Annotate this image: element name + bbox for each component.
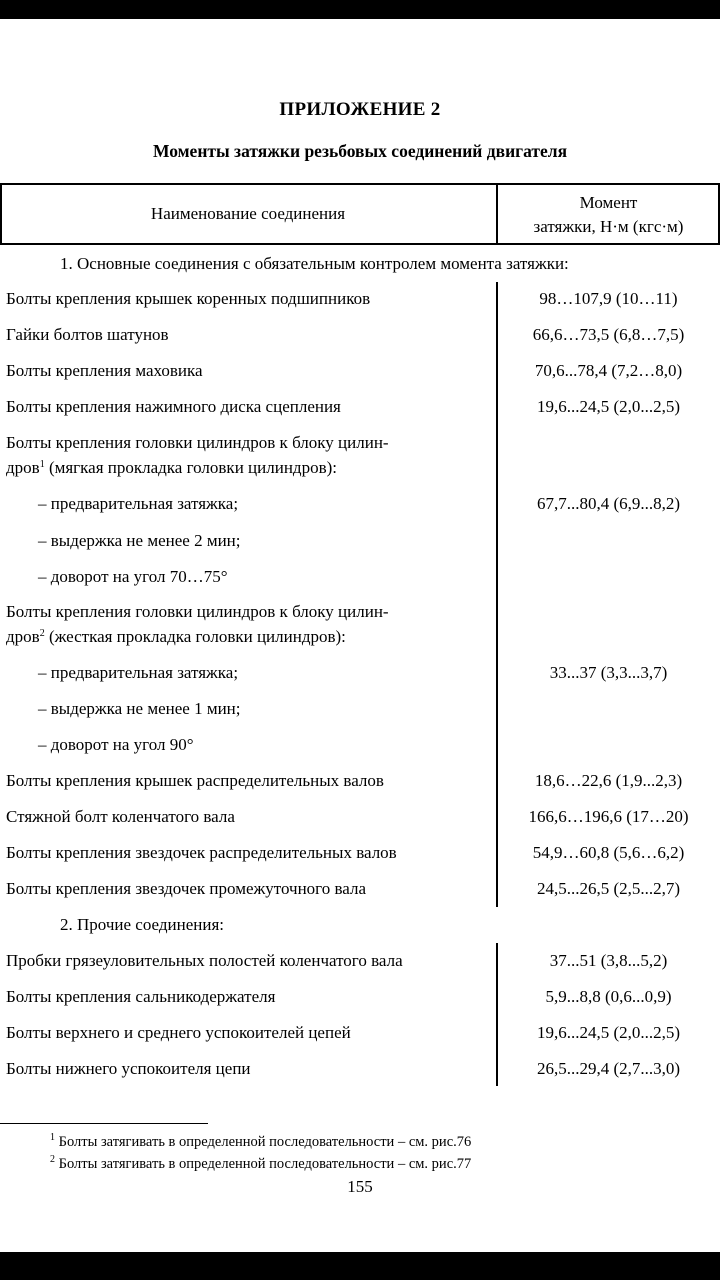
- status-bar: [0, 0, 720, 19]
- step-item: – предварительная затяжка;: [38, 494, 239, 513]
- table-row-name: Стяжной болт коленчатого вала: [6, 807, 235, 826]
- navigation-bar: [0, 1252, 720, 1280]
- table-row-value: 66,6…73,5 (6,8…7,5): [532, 325, 685, 344]
- step-item: – предварительная затяжка;: [38, 663, 239, 682]
- table-row-value: 67,7...80,4 (6,9...8,2): [536, 494, 681, 513]
- table-row-name: Болты крепления крышек распределительных валов: [6, 771, 384, 790]
- step-item: – доворот на угол 90°: [38, 735, 194, 754]
- table-row-name: Болты крепления крышек коренных подшипников: [6, 289, 371, 308]
- table-row-value: 70,6...78,4 (7,2…8,0): [534, 361, 683, 380]
- footnote-mark: 2: [39, 628, 45, 639]
- table-top-border: [0, 183, 720, 185]
- table-row-name: Болты крепления звездочек промежуточного вала: [6, 879, 366, 898]
- table-row-name: Болты верхнего и среднего успокоителей цепей: [6, 1023, 351, 1042]
- table-row-value: 166,6…196,6 (17…20): [528, 807, 689, 826]
- table-row-value: 54,9…60,8 (5,6…6,2): [532, 843, 685, 862]
- page-number: 155: [347, 1177, 373, 1196]
- table-row-value: 26,5...29,4 (2,7...3,0): [536, 1059, 681, 1078]
- cylinder-head-hard-gasket-line1: Болты крепления головки цилиндров к блоку цилин-: [6, 602, 389, 621]
- table-row-value: 5,9...8,8 (0,6...0,9): [545, 987, 672, 1006]
- table-row-value: 24,5...26,5 (2,5...2,7): [536, 879, 681, 898]
- table-row-value: 18,6…22,6 (1,9...2,3): [534, 771, 683, 790]
- cylinder-head-soft-gasket-line2: дров$^1$ (мягкая прокладка головки цилиндров):: [6, 458, 337, 477]
- table-title: Моменты затяжки резьбовых соединений двигателя: [152, 141, 568, 161]
- table-row-value: 19,6...24,5 (2,0...2,5): [536, 1023, 681, 1042]
- footnote-2: $^2$ Болты затягивать в определенной последовательности – см. рис.77: [50, 1154, 472, 1172]
- table-row-name: Пробки грязеуловительных полостей коленчатого вала: [6, 951, 403, 970]
- table-row-value: 98…107,9 (10…11): [539, 289, 678, 308]
- step-item: – выдержка не менее 1 мин;: [38, 699, 241, 718]
- step-item: – выдержка не менее 2 мин;: [38, 531, 241, 550]
- footnote-1: $^1$ Болты затягивать в определенной последовательности – см. рис.76: [50, 1132, 472, 1150]
- table-row-name: Болты крепления звездочек распределительных валов: [6, 843, 397, 862]
- table-row-value: 19,6...24,5 (2,0...2,5): [536, 397, 681, 416]
- appendix-heading: ПРИЛОЖЕНИЕ 2: [279, 99, 441, 120]
- column-header-value-line1: Момент: [579, 193, 638, 212]
- cylinder-head-hard-gasket-line2: дров$^2$ (жесткая прокладка головки цилиндров):: [6, 627, 346, 646]
- table-row-name: Болты крепления маховика: [6, 361, 203, 380]
- table-row-name: Гайки болтов шатунов: [6, 325, 169, 344]
- section-heading-2: 2. Прочие соединения:: [60, 915, 224, 934]
- table-row-value: 33...37 (3,3...3,7): [549, 663, 668, 682]
- table-row-name: Болты крепления сальникодержателя: [6, 987, 276, 1006]
- column-header-value-line2: затяжки, Н·м (кгс·м): [533, 217, 684, 236]
- column-header-name: Наименование соединения: [150, 204, 346, 223]
- section-heading-1: 1. Основные соединения с обязательным контролем момента затяжки:: [60, 254, 569, 273]
- table-row-name: Болты нижнего успокоителя цепи: [6, 1059, 251, 1078]
- cylinder-head-soft-gasket-line1: Болты крепления головки цилиндров к блоку цилин-: [6, 433, 389, 452]
- footnote-divider: [0, 1123, 208, 1124]
- step-item: – доворот на угол 70…75°: [38, 567, 228, 586]
- table-row-value: 37...51 (3,8...5,2): [549, 951, 668, 970]
- header-bottom-border: [0, 243, 720, 245]
- table-row-name: Болты крепления нажимного диска сцепления: [6, 397, 341, 416]
- footnote-mark: 1: [39, 459, 45, 470]
